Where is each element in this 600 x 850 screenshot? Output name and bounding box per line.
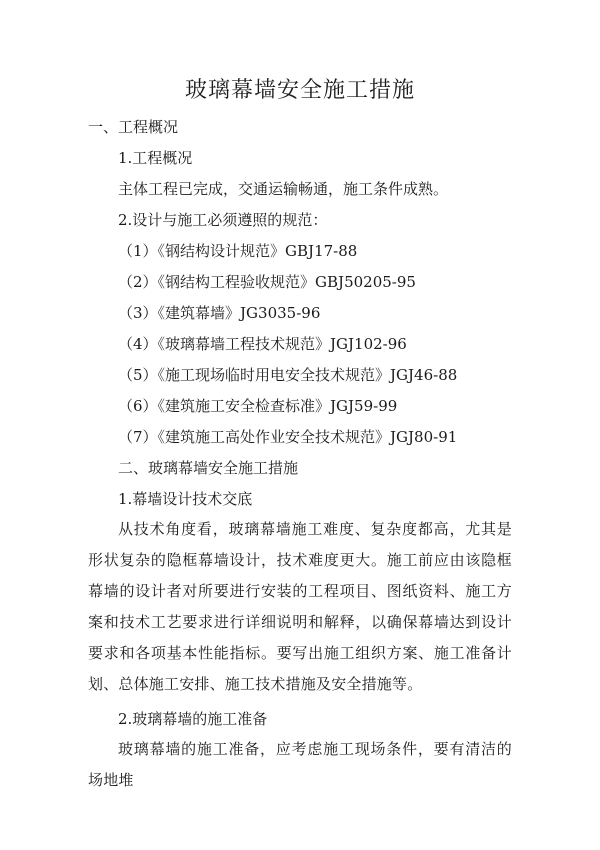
subsection-heading-standards: 2.设计与施工必须遵照的规范： [118,211,328,229]
document-title: 玻璃幕墙安全施工措施 [184,78,415,103]
standard-item: （3）《建筑幕墙》JG3035-96 [118,304,321,322]
overview-text: 主体工程已完成，交通运输畅通，施工条件成熟。 [118,180,449,198]
design-briefing-paragraph: 从技术角度看，玻璃幕墙施工难度、复杂度都高，尤其是形状复杂的隐框幕墙设计，技术难度更大。施工前应由该隐框幕墙的设计者对所要进行安装的工程项目、图纸资料、施工方案和技术工艺要求进行详细说明和解释，以确保幕墙达到设计要求和各项基本性能指标。要写出施工组织方案、施工准备计划、总体施工安排、施工技术措施及安全措施等。 [88,520,512,693]
subsection-heading-overview: 1.工程概况 [118,149,193,167]
section-heading-project-overview: 一、工程概况 [88,118,179,136]
standard-item: （4）《玻璃幕墙工程技术规范》JGJ102-96 [118,335,407,353]
preparation-paragraph: 玻璃幕墙的施工准备，应考虑施工现场条件，要有清洁的场地堆 [88,740,512,789]
section-heading-safety-measures: 二、玻璃幕墙安全施工措施 [118,459,299,477]
subsection-heading-preparation: 2.玻璃幕墙的施工准备 [118,710,268,728]
standard-item: （1）《钢结构设计规范》GBJ17-88 [118,242,358,260]
standard-item: （2）《钢结构工程验收规范》GBJ50205-95 [118,273,416,291]
standard-item: （7）《建筑施工高处作业安全技术规范》JGJ80-91 [118,428,458,446]
standard-item: （5）《施工现场临时用电安全技术规范》JGJ46-88 [118,366,458,384]
standard-item: （6）《建筑施工安全检查标准》JGJ59-99 [118,397,398,415]
subsection-heading-design-briefing: 1.幕墙设计技术交底 [118,490,253,508]
